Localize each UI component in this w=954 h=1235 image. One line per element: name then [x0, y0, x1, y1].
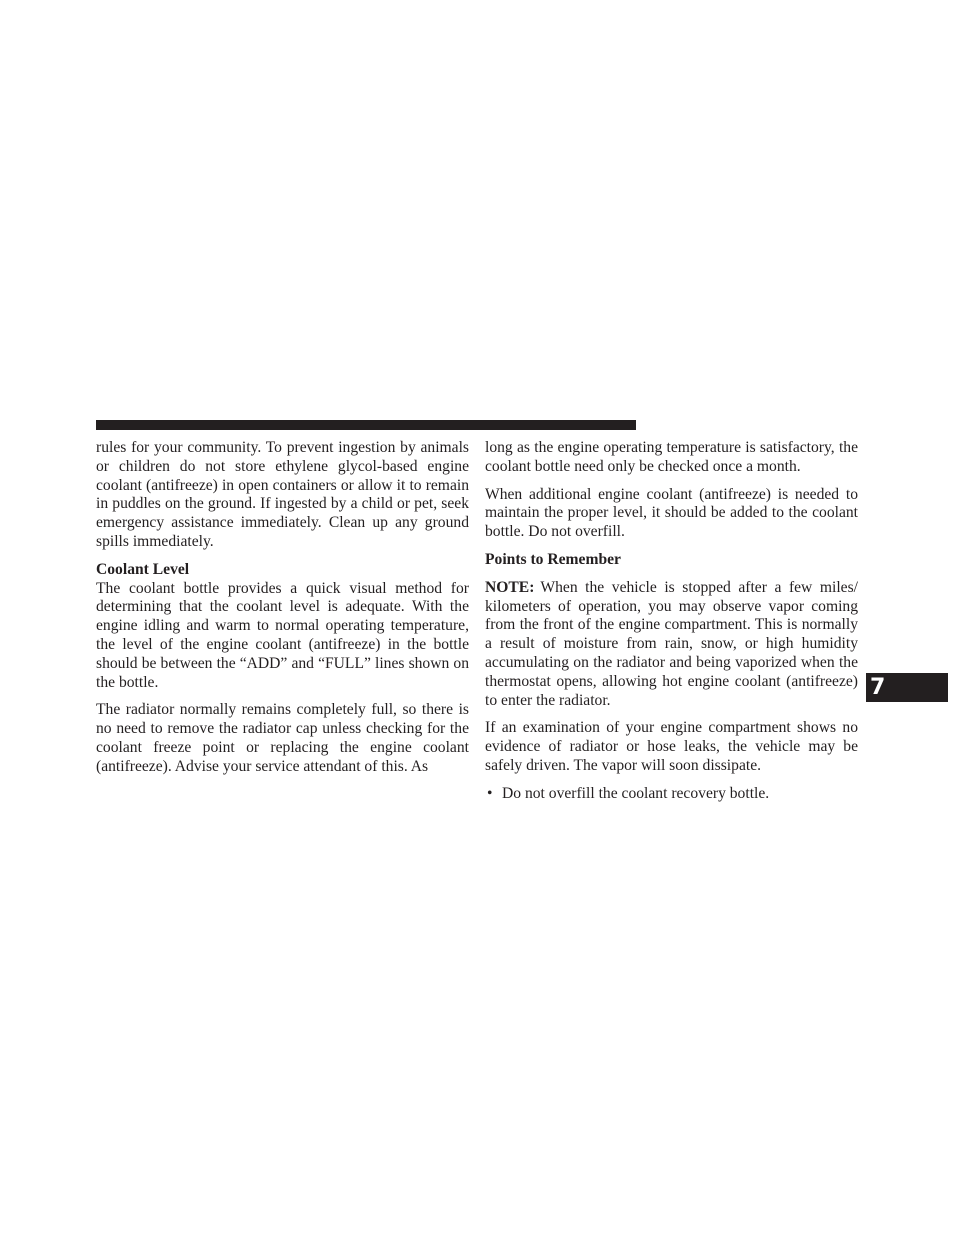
- chapter-tab: 7: [866, 673, 948, 702]
- bullet-list: [485, 785, 858, 804]
- radiator-paragraph: The radiator normally remains completely full, so there is no need to remove the radiator cap unless checking for the coolant freeze point or replacing the engine coolant (antifreeze). Advise your service attendant of this. As: [96, 701, 469, 775]
- coolant-level-heading: Coolant Level: [96, 560, 190, 578]
- coolant-level-paragraph: The coolant bottle provides a quick visual method for determining that the coolant level is adequate. With the engine idling and warm to normal operating temperature, the level of the engine coolant (antifreeze) in the bottle should be between the “ADD” and “FULL” lines shown on the bottle.: [96, 579, 469, 691]
- points-to-remember-heading: Points to Remember: [485, 550, 621, 568]
- note-body: When the vehicle is stopped after a few miles/ kilometers of operation, you may observe vapor coming from the front of the engine compartment. This is normally a result of moisture from rain, snow, or high humidity accumulating on the radiator and being vaporized when the thermostat opens, allowing hot engine coolant (antifreeze) to enter the radiator.: [485, 578, 858, 709]
- intro-paragraph: rules for your community. To prevent ingestion by animals or children do not store ethylene glycol-based engine coolant (antifreeze) in open containers or allow it to remain in puddles on the ground. If ingested by a child or pet, seek emergency assistance immediately. Clean up any ground spills immediately.: [96, 439, 469, 550]
- left-column: [96, 439, 469, 786]
- examination-paragraph: If an examination of your engine compartment shows no evidence of radiator or hose leaks, the vehicle may be safely driven. The vapor will soon dissipate.: [485, 719, 858, 774]
- note-paragraph: [485, 579, 858, 711]
- section-rule: [96, 420, 636, 430]
- additional-coolant-paragraph: When additional engine coolant (antifreeze) is needed to maintain the proper level, it should be added to the coolant bottle. Do not overfill.: [485, 485, 858, 541]
- list-item: • Do not overfill the coolant recovery bottle.: [485, 785, 858, 804]
- continuation-paragraph: long as the engine operating temperature is satisfactory, the coolant bottle need only be checked once a month.: [485, 439, 858, 475]
- note-label: NOTE:: [485, 578, 535, 596]
- right-column: [485, 439, 858, 804]
